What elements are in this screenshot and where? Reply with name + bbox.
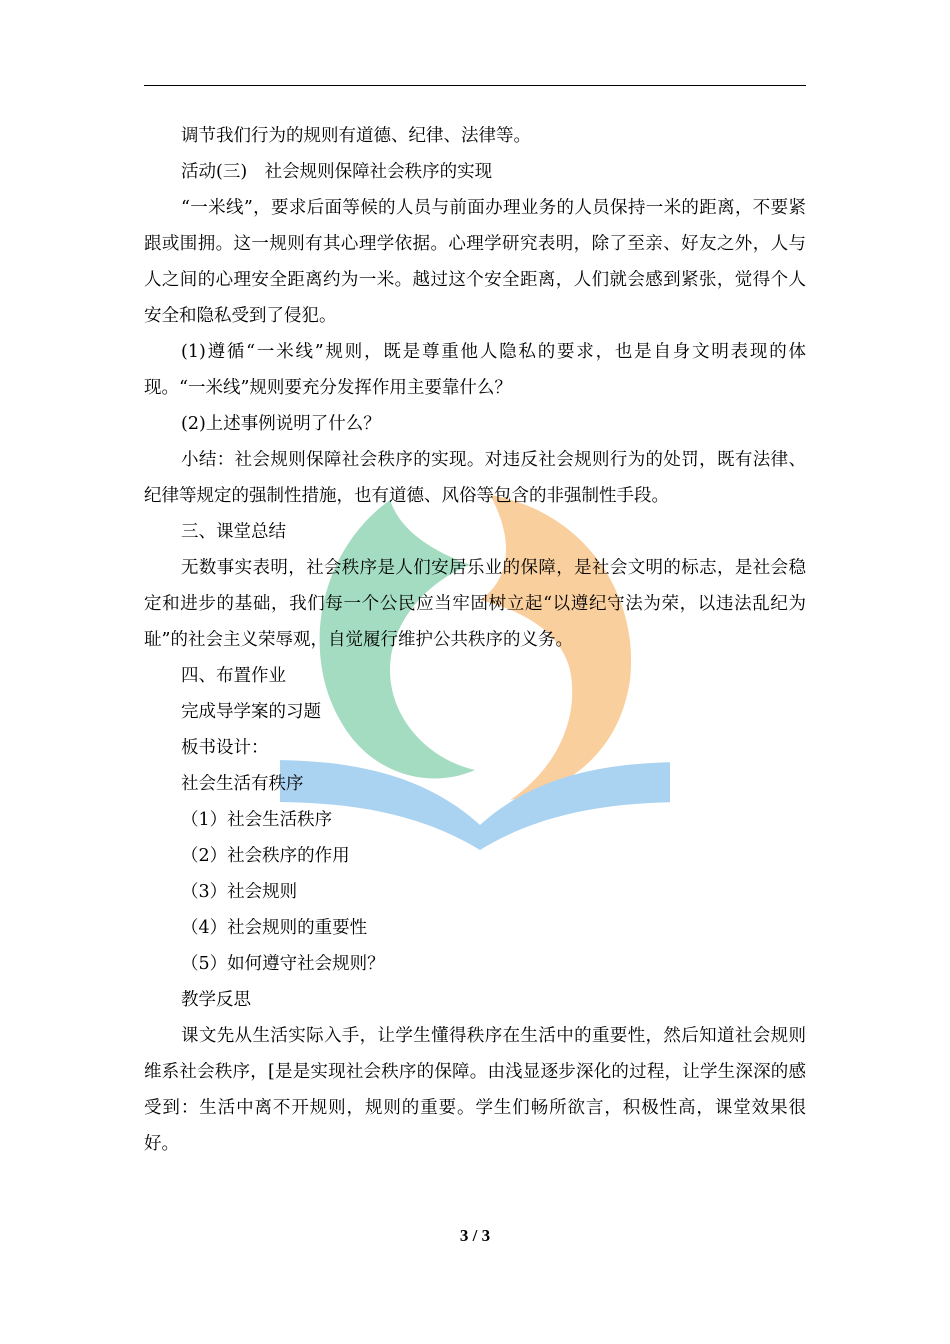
paragraph-teaching-reflection: 课文先从生活实际入手，让学生懂得秩序在生活中的重要性，然后知道社会规则维系社会秩序，[是是实现社会秩序的保障。由浅显逐步深化的过程，让学生深深的感受到：生活中离不开规则，规则的重要。学生们畅所欲言，积极性高，课堂效果很好。 (144, 1026, 806, 1154)
heading-board-design: 板书设计： (181, 738, 269, 758)
paragraph-summary: 小结：社会规则保障社会秩序的实现。对违反社会规则行为的处罚，既有法律、纪律等规定的强制性措施，也有道德、风俗等包含的非强制性手段。 (144, 450, 806, 506)
body-text (144, 118, 806, 1162)
board-item: （1）社会生活秩序 (181, 810, 333, 830)
paragraph-class-summary: 无数事实表明，社会秩序是人们安居乐业的保障，是社会文明的标志，是社会稳定和进步的基础，我们每一个公民应当牢固树立起“以遵纪守法为荣，以违法乱纪为耻”的社会主义荣辱观，自觉履行维护公共秩序的义务。 (144, 558, 806, 650)
header-rule (144, 85, 806, 86)
question-two: (2)上述事例说明了什么？ (181, 414, 381, 434)
paragraph-homework: 完成导学案的习题 (181, 702, 321, 722)
board-item: （2）社会秩序的作用 (181, 846, 350, 866)
question-one: (1)遵循“一米线”规则，既是尊重他人隐私的要求，也是自身文明表现的体现。“一米线”规则要充分发挥作用主要靠什么？ (144, 342, 806, 398)
heading-teaching-reflection: 教学反思 (181, 990, 251, 1010)
board-item: （4）社会规则的重要性 (181, 918, 368, 938)
board-title: 社会生活有秩序 (181, 774, 304, 794)
heading-homework: 四、布置作业 (181, 666, 286, 686)
paragraph-one-meter-line: “一米线”，要求后面等候的人员与前面办理业务的人员保持一米的距离，不要紧跟或围拥。这一规则有其心理学依据。心理学研究表明，除了至亲、好友之外，人与人之间的心理安全距离约为一米。越过这个安全距离，人们就会感到紧张，觉得个人安全和隐私受到了侵犯。 (144, 198, 806, 326)
board-item: （5）如何遵守社会规则？ (181, 954, 385, 974)
board-item: （3）社会规则 (181, 882, 298, 902)
page-number: 3 / 3 (459, 1226, 491, 1245)
paragraph-rules-summary: 调节我们行为的规则有道德、纪律、法律等。 (181, 126, 531, 146)
heading-activity-three: 活动(三) 社会规则保障社会秩序的实现 (181, 162, 493, 182)
heading-class-summary: 三、课堂总结 (181, 522, 286, 542)
